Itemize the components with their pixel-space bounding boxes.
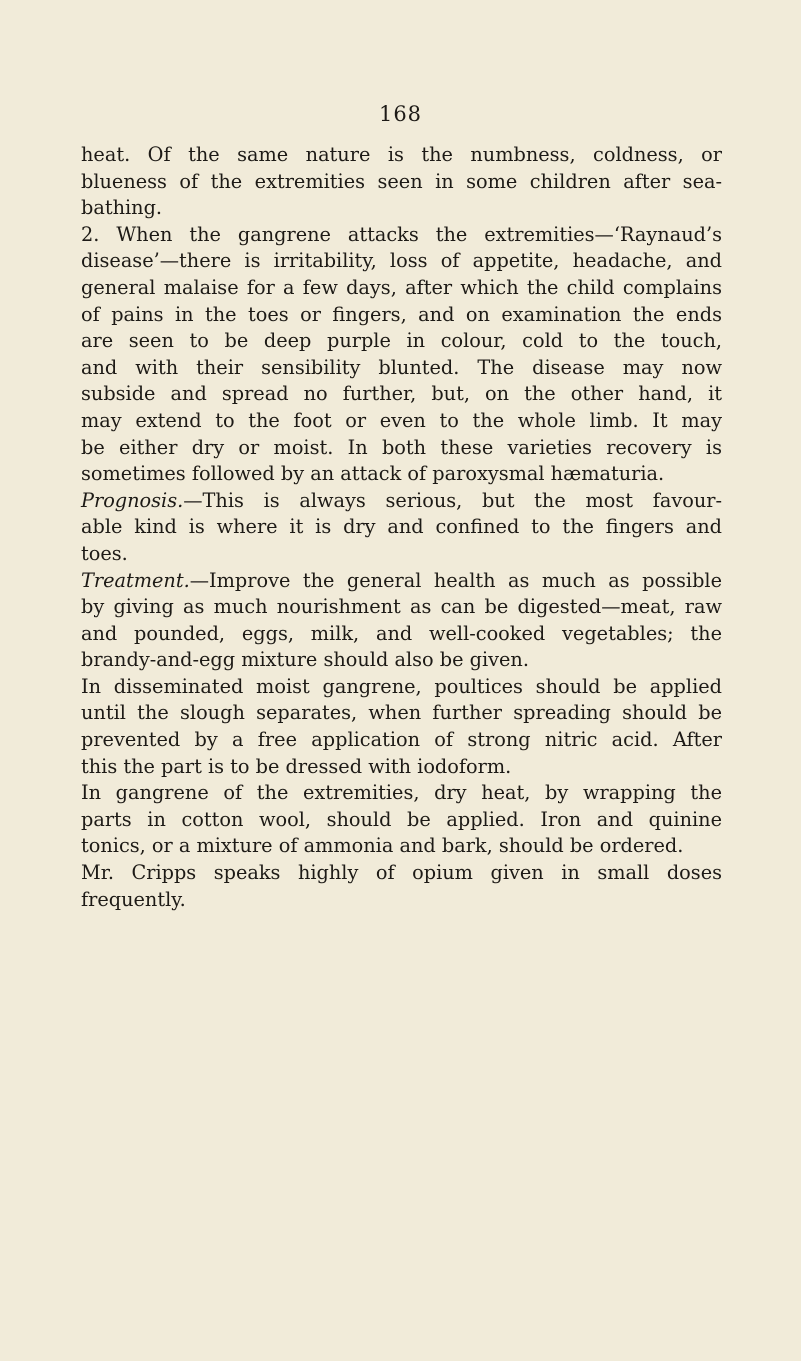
section-heading: Prognosis.	[81, 488, 184, 512]
text-line	[81, 435, 722, 462]
line-text: heat. Of the same nature is the numbness, coldness, or	[81, 143, 722, 166]
line-text: disease’—there is irritability, loss of appetite, headache, and	[81, 249, 722, 273]
text-line	[81, 780, 722, 807]
line-text: bathing.	[81, 196, 163, 220]
text-line	[81, 700, 722, 727]
line-text: sometimes followed by an attack of paroxysmal hæmaturia.	[81, 462, 665, 486]
text-line	[81, 195, 722, 222]
line-text: are seen to be deep purple in colour, cold to the touch,	[81, 329, 722, 353]
text-line	[81, 355, 722, 382]
text-line	[81, 328, 722, 355]
text-line	[81, 514, 722, 541]
line-text: In gangrene of the extremities, dry heat, by wrapping the	[81, 781, 722, 805]
text-line	[81, 754, 722, 781]
line-text: be either dry or moist. In both these varieties recovery is	[81, 435, 722, 459]
text-line	[81, 887, 722, 914]
text-line	[81, 381, 722, 408]
line-text: toes.	[81, 541, 128, 565]
line-text: tonics, or a mixture of ammonia and bark, should be ordered.	[81, 834, 684, 858]
text-line	[81, 142, 722, 169]
line-text: general malaise for a few days, after which the child complains	[81, 275, 722, 299]
line-text: by giving as much nourishment as can be digested—meat, raw	[81, 595, 722, 619]
text-line	[81, 621, 722, 648]
line-text: blueness of the extremities seen in some children after sea-	[81, 169, 722, 193]
line-text: brandy-and-egg mixture should also be given.	[81, 648, 529, 672]
line-text: and with their sensibility blunted. The disease may now	[81, 355, 722, 379]
line-text: 2. When the gangrene attacks the extremities—‘Raynaud’s	[81, 222, 722, 246]
text-line	[81, 461, 722, 488]
line-text: until the slough separates, when further spreading should be	[81, 701, 722, 725]
line-text: and pounded, eggs, milk, and well-cooked vegetables; the	[81, 621, 722, 645]
line-text: may extend to the foot or even to the whole limb. It may	[81, 408, 722, 432]
text-line	[81, 488, 722, 515]
line-text: prevented by a free application of strong nitric acid. After	[81, 728, 722, 752]
line-text: subside and spread no further, but, on the other hand, it	[81, 382, 722, 406]
text-line	[81, 222, 722, 249]
text-line	[81, 594, 722, 621]
page-number: 168	[378, 102, 423, 126]
text-line	[81, 833, 722, 860]
line-text: able kind is where it is dry and confined to the fingers and	[81, 515, 722, 539]
text-line	[81, 647, 722, 674]
line-text: frequently.	[81, 887, 186, 911]
line-text: —Improve the general health as much as possible	[189, 568, 722, 592]
text-line	[81, 674, 722, 701]
body-text	[81, 142, 722, 913]
line-text: of pains in the toes or fingers, and on examination the ends	[81, 302, 722, 326]
text-line	[81, 275, 722, 302]
text-line	[81, 860, 722, 887]
text-line	[81, 568, 722, 595]
text-line	[81, 408, 722, 435]
text-line	[81, 302, 722, 329]
text-line	[81, 169, 722, 196]
line-text: —This is always serious, but the most favour-	[183, 488, 722, 512]
line-text: this the part is to be dressed with iodoform.	[81, 754, 512, 778]
text-line	[81, 248, 722, 275]
line-text: parts in cotton wool, should be applied. Iron and quinine	[81, 807, 722, 831]
text-line	[81, 727, 722, 754]
text-line	[81, 541, 722, 568]
section-heading: Treatment.	[81, 568, 190, 592]
line-text: Mr. Cripps speaks highly of opium given in small doses	[81, 861, 722, 885]
line-text: In disseminated moist gangrene, poultices should be applied	[81, 674, 722, 698]
text-line	[81, 807, 722, 834]
